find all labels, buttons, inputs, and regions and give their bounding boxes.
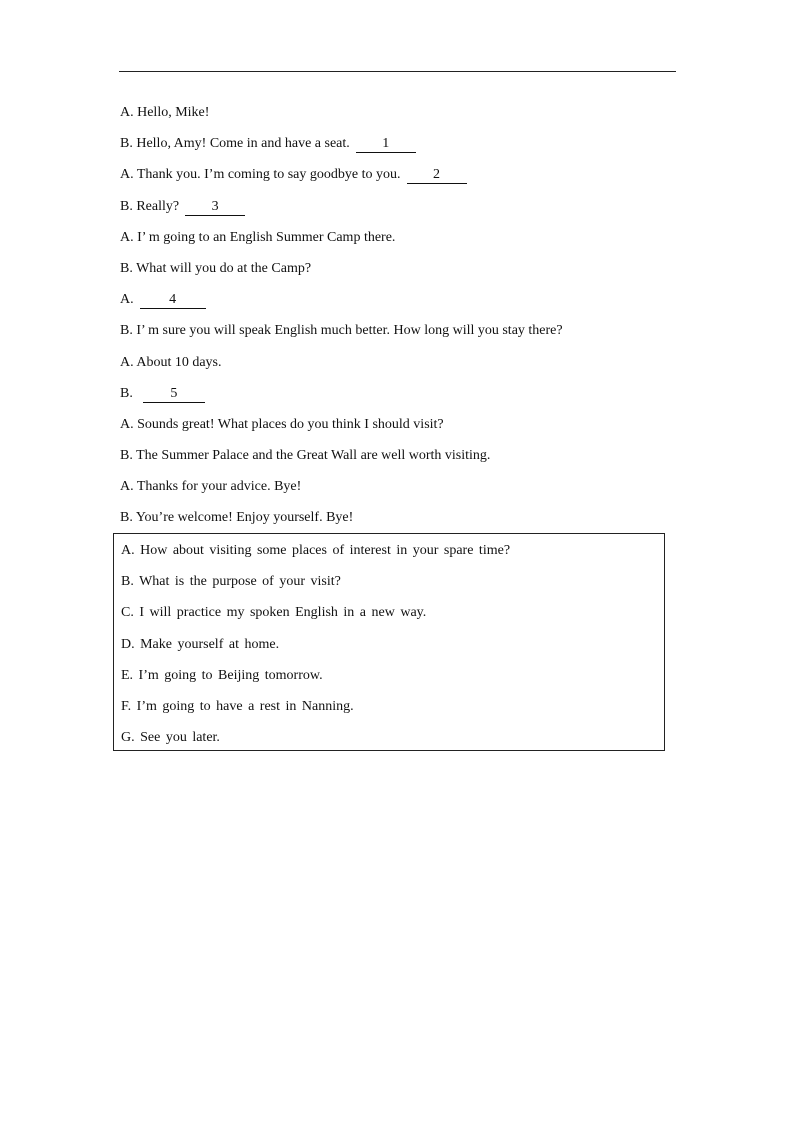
dialogue-line [120, 164, 680, 195]
answer-blank-3[interactable]: 3 [185, 199, 245, 216]
option-d: D. Make yourself at home. [121, 636, 280, 652]
option-c: C. I will practice my spoken English in a new way. [121, 605, 427, 621]
answer-blank-5[interactable]: 5 [143, 386, 205, 403]
option-g: G. See you later. [121, 730, 220, 746]
dialogue-line [120, 445, 680, 476]
option-b: B. What is the purpose of your visit? [121, 574, 341, 590]
dialogue-line [120, 383, 680, 414]
dialogue-line [120, 476, 680, 507]
dialogue-text: A. [120, 292, 134, 308]
option-f: F. I’m going to have a rest in Nanning. [121, 698, 354, 714]
dialogue [120, 102, 680, 539]
dialogue-text: A. Hello, Mike! [120, 105, 210, 120]
answer-blank-1[interactable]: 1 [356, 136, 416, 153]
dialogue-line [120, 227, 680, 258]
options-box [113, 533, 665, 751]
dialogue-text: B. You’re welcome! Enjoy yourself. Bye! [120, 510, 354, 526]
dialogue-line [120, 352, 680, 383]
dialogue-line [120, 258, 680, 289]
dialogue-text: B. Really? [120, 198, 180, 214]
dialogue-text: B. Hello, Amy! Come in and have a seat. [120, 136, 350, 152]
header-rule [119, 71, 676, 72]
dialogue-line [120, 320, 680, 351]
dialogue-text: A. Sounds great! What places do you think I should visit? [120, 416, 444, 432]
dialogue-line [120, 289, 680, 320]
dialogue-text: B. [120, 385, 133, 401]
dialogue-text: A. Thank you. I’m coming to say goodbye to you. [120, 167, 401, 183]
dialogue-text: A. I’ m going to an English Summer Camp there. [120, 229, 396, 245]
dialogue-line [120, 102, 680, 133]
option-e: E. I’m going to Beijing tomorrow. [121, 667, 323, 683]
dialogue-text: A. Thanks for your advice. Bye! [120, 479, 302, 495]
dialogue-text: B. The Summer Palace and the Great Wall are well worth visiting. [120, 448, 491, 464]
dialogue-text: A. About 10 days. [120, 354, 222, 370]
dialogue-text: B. What will you do at the Camp? [120, 260, 312, 276]
option-a: A. How about visiting some places of interest in your spare time? [121, 543, 511, 558]
dialogue-line [120, 133, 680, 164]
answer-blank-2[interactable]: 2 [407, 167, 467, 184]
dialogue-line [120, 196, 680, 227]
answer-blank-4[interactable]: 4 [140, 292, 206, 309]
dialogue-text: B. I’ m sure you will speak English much better. How long will you stay there? [120, 323, 563, 339]
dialogue-line [120, 414, 680, 445]
